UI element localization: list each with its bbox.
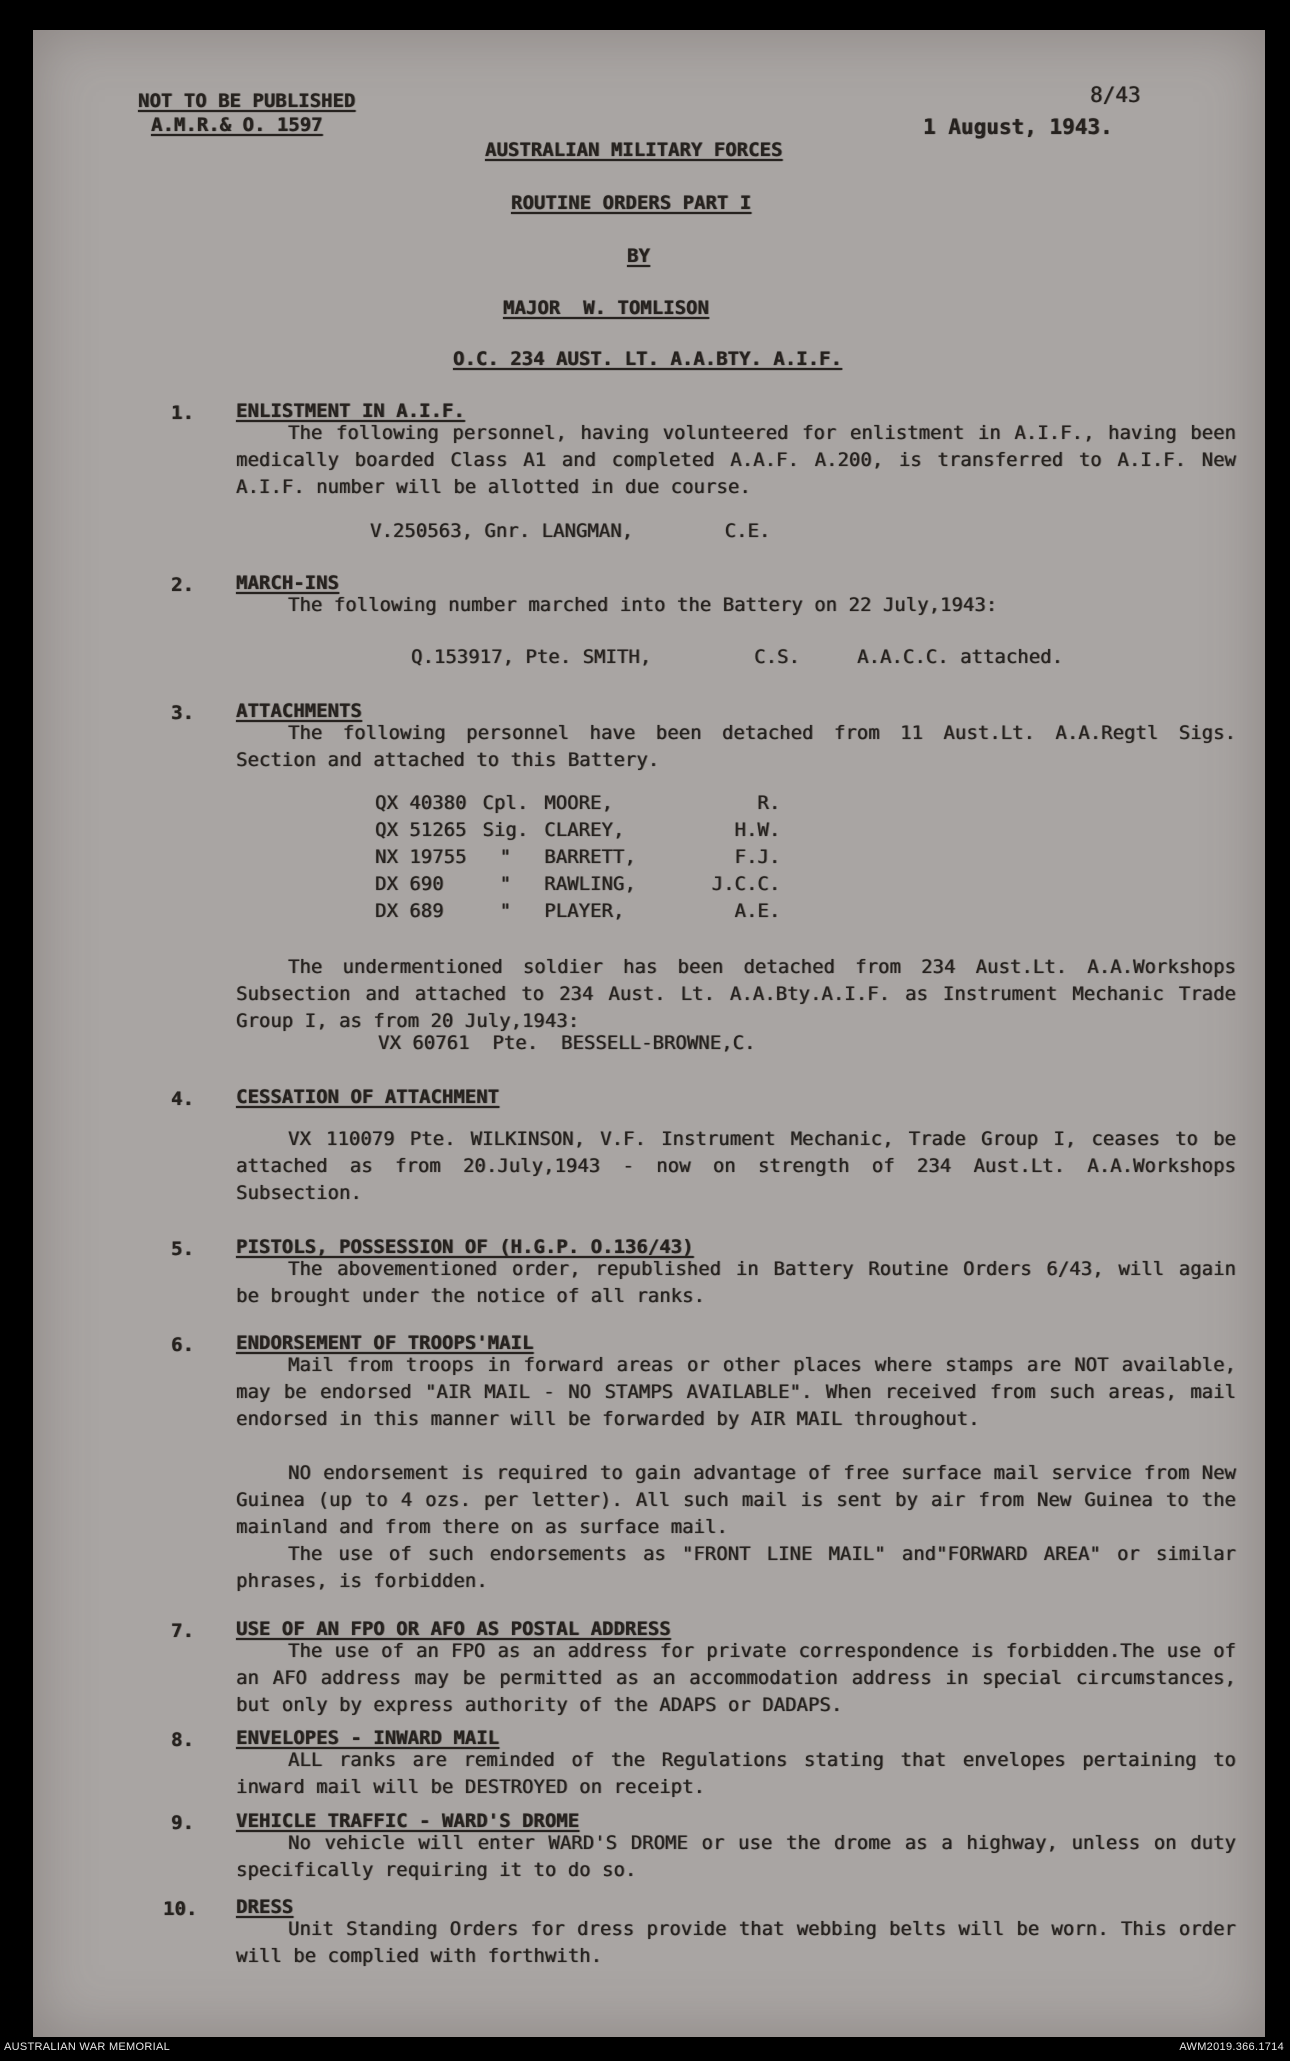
section-entry: VX 60761 Pte. BESSELL-BROWNE,C. bbox=[378, 1032, 756, 1054]
table-row bbox=[375, 790, 796, 817]
title-forces: AUSTRALIAN MILITARY FORCES bbox=[485, 139, 783, 161]
surname: CLAREY, bbox=[544, 819, 625, 841]
document-page bbox=[33, 30, 1265, 2037]
rank: Sig. bbox=[482, 819, 529, 841]
title-routine-orders: ROUTINE ORDERS PART I bbox=[511, 192, 752, 214]
section-body-3: The use of such endorsements as "FRONT LINE MAIL" and"FORWARD AREA" or similar phrases, is forbidden. bbox=[236, 1543, 1236, 1592]
rank: " bbox=[499, 846, 512, 868]
restriction-reference: A.M.R.& O. 1597 bbox=[151, 114, 323, 136]
section-heading: VEHICLE TRAFFIC - WARD'S DROME bbox=[236, 1810, 580, 1832]
initials: R. bbox=[757, 792, 781, 814]
section-body: Mail from troops in forward areas or other places where stamps are NOT available, may be endorsed "AIR MAIL - NO STAMPS AVAILABLE". When received from such areas, mail endorsed in this manner will be forwarded by AIR MAIL throughout. bbox=[236, 1354, 1236, 1430]
section-body: The following personnel have been detached from 11 Aust.Lt. A.A.Regtl Sigs. Section and attached to this Battery. bbox=[236, 722, 1236, 771]
service-number: DX 689 bbox=[375, 900, 444, 922]
table-row bbox=[375, 844, 796, 871]
initials: A.E. bbox=[734, 900, 781, 922]
document-date: 1 August, 1943. bbox=[923, 115, 1113, 139]
section-number: 10. bbox=[163, 1898, 198, 1920]
section-number: 1. bbox=[171, 402, 194, 424]
rank: Cpl. bbox=[482, 792, 529, 814]
service-number: DX 690 bbox=[375, 873, 444, 895]
section-heading: ATTACHMENTS bbox=[236, 700, 362, 722]
section-heading: ENVELOPES - INWARD MAIL bbox=[236, 1727, 500, 1749]
table-row bbox=[375, 871, 796, 898]
surname: RAWLING, bbox=[544, 873, 636, 895]
rank: " bbox=[499, 873, 512, 895]
order-number: 8/43 bbox=[1090, 83, 1141, 107]
section-number: 3. bbox=[171, 702, 194, 724]
section-body: The abovementioned order, republished in Battery Routine Orders 6/43, will again be brought under the notice of all ranks. bbox=[236, 1258, 1236, 1307]
footer-institution: AUSTRALIAN WAR MEMORIAL bbox=[4, 2041, 171, 2053]
restriction-notice: NOT TO BE PUBLISHED bbox=[138, 90, 356, 112]
rank: " bbox=[499, 900, 512, 922]
surname: MOORE, bbox=[544, 792, 613, 814]
section-heading: USE OF AN FPO OR AFO AS POSTAL ADDRESS bbox=[236, 1618, 671, 1640]
personnel-table bbox=[375, 790, 796, 925]
section-heading: MARCH-INS bbox=[236, 572, 339, 594]
section-number: 8. bbox=[171, 1729, 194, 1751]
section-body: The use of an FPO as an address for private correspondence is forbidden.The use of an AFO address may be permitted as an accommodation address in special circumstances, but only by express authority of the ADAPS or DADAPS. bbox=[236, 1640, 1236, 1716]
section-number: 6. bbox=[171, 1334, 194, 1356]
initials: J.C.C. bbox=[711, 873, 781, 895]
footer-accession-number: AWM2019.366.1714 bbox=[1179, 2041, 1284, 2053]
section-heading: CESSATION OF ATTACHMENT bbox=[236, 1086, 500, 1108]
section-number: 7. bbox=[171, 1620, 194, 1642]
section-heading: DRESS bbox=[236, 1896, 294, 1918]
table-row bbox=[375, 898, 796, 925]
title-by: BY bbox=[627, 245, 650, 267]
service-number: QX 51265 bbox=[375, 819, 467, 841]
section-heading: ENLISTMENT IN A.I.F. bbox=[236, 400, 465, 422]
section-entry: V.250563, Gnr. LANGMAN, C.E. bbox=[370, 520, 771, 542]
initials: H.W. bbox=[734, 819, 781, 841]
initials: F.J. bbox=[734, 846, 781, 868]
section-body: No vehicle will enter WARD'S DROME or use the drome as a highway, unless on duty specifically requiring it to do so. bbox=[236, 1832, 1236, 1881]
section-heading: ENDORSEMENT OF TROOPS'MAIL bbox=[236, 1332, 534, 1354]
service-number: QX 40380 bbox=[375, 792, 467, 814]
section-number: 2. bbox=[171, 574, 194, 596]
section-heading: PISTOLS, POSSESSION OF (H.G.P. O.136/43) bbox=[236, 1236, 694, 1258]
section-body-2: The undermentioned soldier has been detached from 234 Aust.Lt. A.A.Workshops Subsection and attached to 234 Aust. Lt. A.A.Bty.A.I.F. as Instrument Mechanic Trade Group I, as from 20 July,1943: bbox=[236, 956, 1236, 1032]
section-body-2: NO endorsement is required to gain advantage of free surface mail service from New Guinea (up to 4 ozs. per letter). All such mail is sent by air from New Guinea to the mainland and from there on as surface mail. bbox=[236, 1462, 1236, 1538]
section-body: Unit Standing Orders for dress provide that webbing belts will be worn. This order will be complied with forthwith. bbox=[236, 1918, 1236, 1967]
section-entry: Q.153917, Pte. SMITH, C.S. A.A.C.C. attached. bbox=[411, 646, 1064, 668]
section-number: 5. bbox=[171, 1238, 194, 1260]
title-unit: O.C. 234 AUST. LT. A.A.BTY. A.I.F. bbox=[453, 348, 842, 370]
section-body: VX 110079 Pte. WILKINSON, V.F. Instrument Mechanic, Trade Group I, ceases to be attached as from 20.July,1943 - now on strength of 234 Aust.Lt. A.A.Workshops Subsection. bbox=[236, 1128, 1236, 1204]
table-row bbox=[375, 817, 796, 844]
section-body: The following personnel, having volunteered for enlistment in A.I.F., having been medically boarded Class A1 and completed A.A.F. A.200, is transferred to A.I.F. New A.I.F. number will be allotted in due course. bbox=[236, 422, 1236, 498]
section-body: ALL ranks are reminded of the Regulations stating that envelopes pertaining to inward mail will be DESTROYED on receipt. bbox=[236, 1749, 1236, 1798]
title-commander: MAJOR W. TOMLISON bbox=[503, 297, 709, 319]
section-number: 4. bbox=[171, 1088, 194, 1110]
section-body: The following number marched into the Battery on 22 July,1943: bbox=[288, 594, 998, 616]
surname: BARRETT, bbox=[544, 846, 636, 868]
surname: PLAYER, bbox=[544, 900, 625, 922]
service-number: NX 19755 bbox=[375, 846, 467, 868]
section-number: 9. bbox=[171, 1812, 194, 1834]
